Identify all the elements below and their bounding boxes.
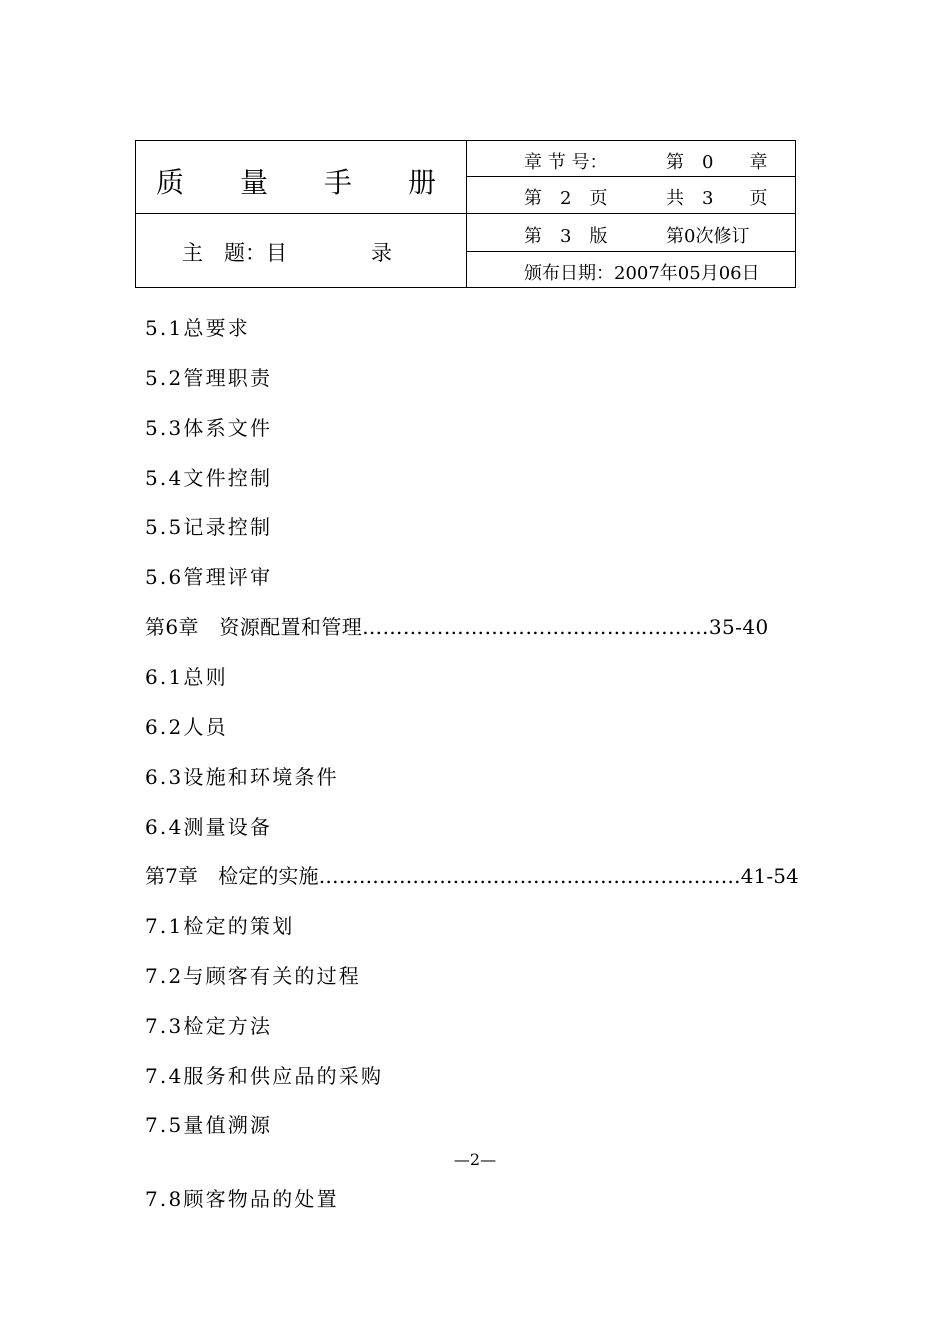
page-number: —2— [453, 1150, 497, 1169]
toc-item: 5.4文件控制 [145, 466, 273, 490]
toc-item: 6.1总则 [145, 665, 228, 689]
toc-item: 6.2人员 [145, 715, 228, 739]
toc-item: 6.3设施和环境条件 [145, 765, 339, 789]
subject-line: 主 题：目 录 [182, 241, 392, 265]
toc-chapter-7: 第7章 检定的实施………………………………………………………41-54 [145, 864, 799, 888]
header-divider-right-3 [466, 251, 795, 252]
header-divider-right-1 [466, 176, 795, 177]
toc-item: 5.3体系文件 [145, 416, 273, 440]
release-date: 颁布日期：2007年05月06日 [524, 263, 760, 284]
toc-item: 5.6管理评审 [145, 565, 273, 589]
chapter-value: 第 0 章 [666, 152, 768, 173]
toc-item: 6.4测量设备 [145, 815, 273, 839]
toc-item: 7.2与顾客有关的过程 [145, 964, 362, 988]
page-label: 第 2 页 [524, 188, 608, 209]
toc-item: 5.5记录控制 [145, 515, 273, 539]
document-header-table [135, 140, 796, 288]
toc-item: 5.1总要求 [145, 316, 251, 340]
manual-title: 质 量 手 册 [156, 166, 437, 199]
toc-item: 7.4服务和供应品的采购 [145, 1064, 384, 1088]
chapter-label: 章 节 号： [524, 152, 608, 173]
header-divider-right-2 [466, 213, 795, 214]
revision-label: 第0次修订 [666, 226, 750, 247]
toc-item: 7.1检定的策划 [145, 914, 295, 938]
header-divider-left [136, 213, 466, 214]
page-total: 共 3 页 [666, 188, 768, 209]
toc-item: 7.3检定方法 [145, 1014, 273, 1038]
toc-item: 7.5量值溯源 [145, 1113, 273, 1137]
edition-label: 第 3 版 [524, 226, 608, 247]
toc-chapter-6: 第6章 资源配置和管理……………………………………………35-40 [145, 615, 769, 639]
toc-item: 7.8顾客物品的处置 [145, 1187, 339, 1211]
toc-item: 5.2管理职责 [145, 366, 273, 390]
